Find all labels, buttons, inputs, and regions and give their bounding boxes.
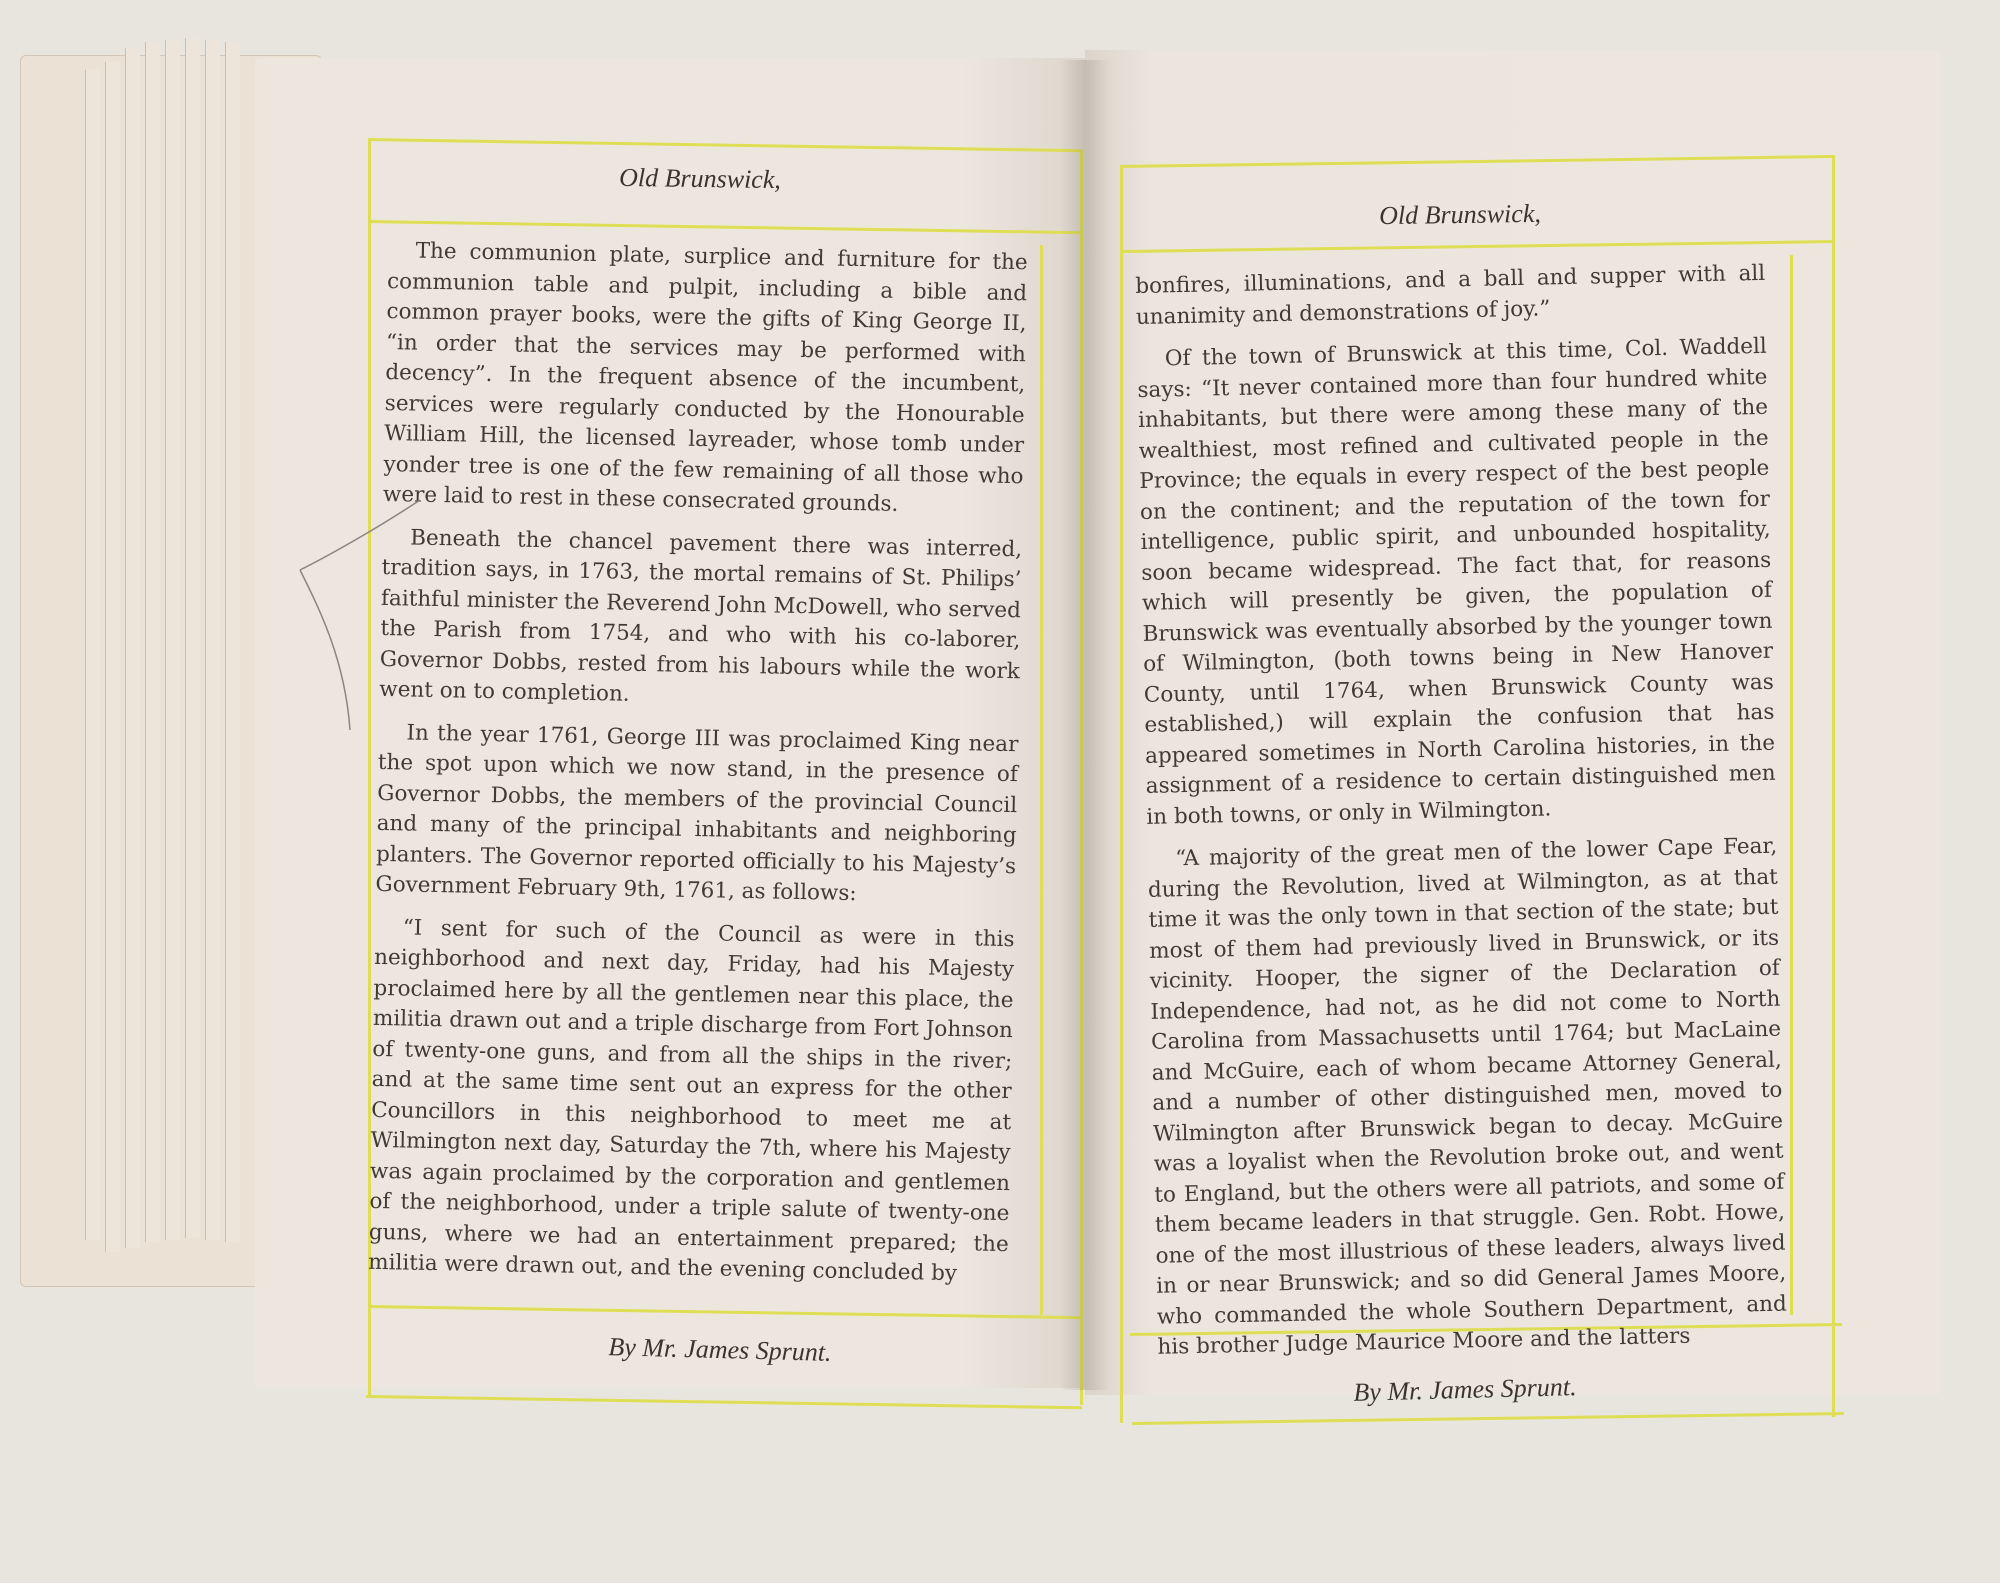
- page-header: Old Brunswick,: [618, 162, 782, 195]
- page-edge: [105, 62, 120, 1252]
- page-edge: [85, 70, 100, 1240]
- paragraph: bonfires, illuminations, and a ball and supper with all unanimity and demonstrations of joy.”: [1135, 260, 1766, 330]
- page-edge: [185, 38, 200, 1238]
- page-edge: [225, 42, 240, 1242]
- frame-rule: [366, 1395, 1082, 1409]
- frame-rule: [1040, 245, 1043, 1315]
- pencil-mark: [290, 490, 430, 740]
- paragraph: The communion plate, surplice and furniture for the communion table and pulpit, including a bible and common prayer books, were the gifts of King George II, “in order that the services may be performed with decency”. In the frequent absence of the incumbent, services were regularly conducted by the Honourable William Hill, the licensed layreader, whose tomb under yonder tree is one of the few remaining of all those who were laid to rest in these consecrated grounds.: [382, 238, 1028, 517]
- paragraph: “I sent for such of the Council as were in this neighborhood and next day, Friday, had his Majesty proclaimed here by all the gentlemen near this place, the militia drawn out and a triple discharge from Fort Johnson of twenty-one guns, and from all the ships in the river; and at the same time sent out an express for the other Councillors in this neighborhood to meet me at Wilmington next day, Saturday the 7th, where his Majesty was again proclaimed by the corporation and gentlemen of the neighborhood, under a triple salute of twenty-one guns, where we had an entertainment prepared; the militia were drawn out, and the evening concluded by: [368, 914, 1015, 1287]
- book-spine: [1060, 60, 1110, 1390]
- right-page-body: [1135, 259, 1788, 1360]
- paragraph: Of the town of Brunswick at this time, Col. Waddell says: “It never contained more than four hundred white inhabitants, but there were among these many of the wealthiest, most refined and cultivated people in the Province; the equals in every respect of the best people on the continent; and the reputation of the town for intelligence, public spirit, and unbounded hospitality, soon became widespread. The fact that, for reasons which will presently be given, the population of Brunswick was eventually absorbed by the younger town of Wilmington, (both towns being in New Hanover County, until 1764, when Brunswick County was established,) will explain the confusion that has appeared sometimes in North Carolina histories, in the assignment of a residence to certain distinguished men in both towns, or only in Wilmington.: [1137, 333, 1776, 830]
- page-footer: By Mr. James Sprunt.: [608, 1332, 832, 1367]
- paragraph: “A majority of the great men of the lower Cape Fear, during the Revolution, lived at Wilmington, as at that time it was the only town in that section of the state; but most of them had previously lived in Brunswick, or its vicinity. Hooper, the signer of the Declaration of Independence, had not, as he did not come to North Carolina from Massachusetts until 1764; but MacLaine and McGuire, each of whom became Attorney General, and a number of other distinguished men, moved to Wilmington after Brunswick began to decay. McGuire was a loyalist when the Revolution broke out, and went to England, but the others were all patriots, and some of them became leaders in that struggle. Gen. Robt. Howe, one of the most illustrious of these leaders, always lived in or near Brunswick; and so did General James Moore, who commanded the whole Southern Department, and his brother Judge Maurice Moore and the latters: [1147, 833, 1788, 1360]
- frame-rule: [1132, 1412, 1844, 1425]
- page-header: Old Brunswick,: [1378, 198, 1542, 231]
- frame-rule: [1790, 255, 1793, 1315]
- frame-rule: [1120, 168, 1123, 1423]
- page-edge: [145, 42, 160, 1242]
- page-edge: [125, 48, 140, 1248]
- page-edge: [165, 40, 180, 1240]
- left-page-body: [368, 236, 1028, 1298]
- paragraph: Beneath the chancel pavement there was interred, tradition says, in 1763, the mortal remains of St. Philips’ faithful minister the Reverend John McDowell, who served the Parish from 1754, and who with his co-laborer, Governor Dobbs, rested from his labours while the work went on to completion.: [379, 524, 1023, 707]
- page-edge: [205, 40, 220, 1240]
- frame-rule: [1832, 155, 1835, 1417]
- page-footer: By Mr. James Sprunt.: [1353, 1372, 1577, 1407]
- paragraph: In the year 1761, George III was proclaimed King near the spot upon which we now stand, in the presence of Governor Dobbs, the members of the provincial Council and many of the principal inhabitants and neighboring planters. The Governor reported officially to his Majesty’s Government February 9th, 1761, as follows:: [375, 719, 1019, 907]
